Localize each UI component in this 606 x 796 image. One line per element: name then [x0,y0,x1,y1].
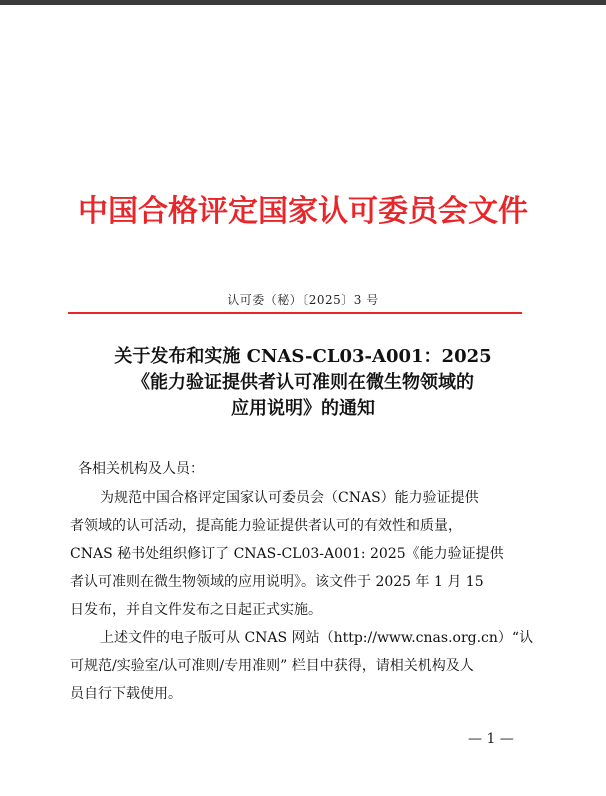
body-line: 员自行下载使用。 [70,686,182,702]
title-line: 关于发布和实施 CNAS-CL03-A001：2025 [114,346,492,367]
body-line: 可规范/实验室/认可准则/专用准则” 栏目中获得，请相关机构及人 [70,658,474,674]
body-line: 为规范中国合格评定国家认可委员会（CNAS）能力验证提供 [100,490,479,506]
document-number: 认可委（秘）〔2025〕3 号 [227,293,379,307]
notice-body [70,484,534,708]
page-number: — 1 — [468,731,514,747]
salutation: 各相关机构及人员： [78,461,204,477]
notice-title [60,344,546,422]
body-line: 者认可准则在微生物领域的应用说明》。该文件于 2025 年 1 月 15 [70,574,484,590]
issuer-heading: 中国合格评定国家认可委员会文件 [78,194,528,229]
red-separator-line [68,312,522,314]
title-line: 《能力验证提供者认可准则在微生物领域的 [132,372,474,393]
body-line: 者领域的认可活动，提高能力验证提供者认可的有效性和质量， [70,518,462,534]
body-line: 上述文件的电子版可从 CNAS 网站（http://www.cnas.org.cn）“认 [100,630,534,646]
body-line: 日发布，并自文件发布之日起正式实施。 [70,602,322,618]
body-line: CNAS 秘书处组织修订了 CNAS-CL03-A001: 2025《能力验证提供 [70,546,504,562]
title-line: 应用说明》的通知 [231,398,375,419]
